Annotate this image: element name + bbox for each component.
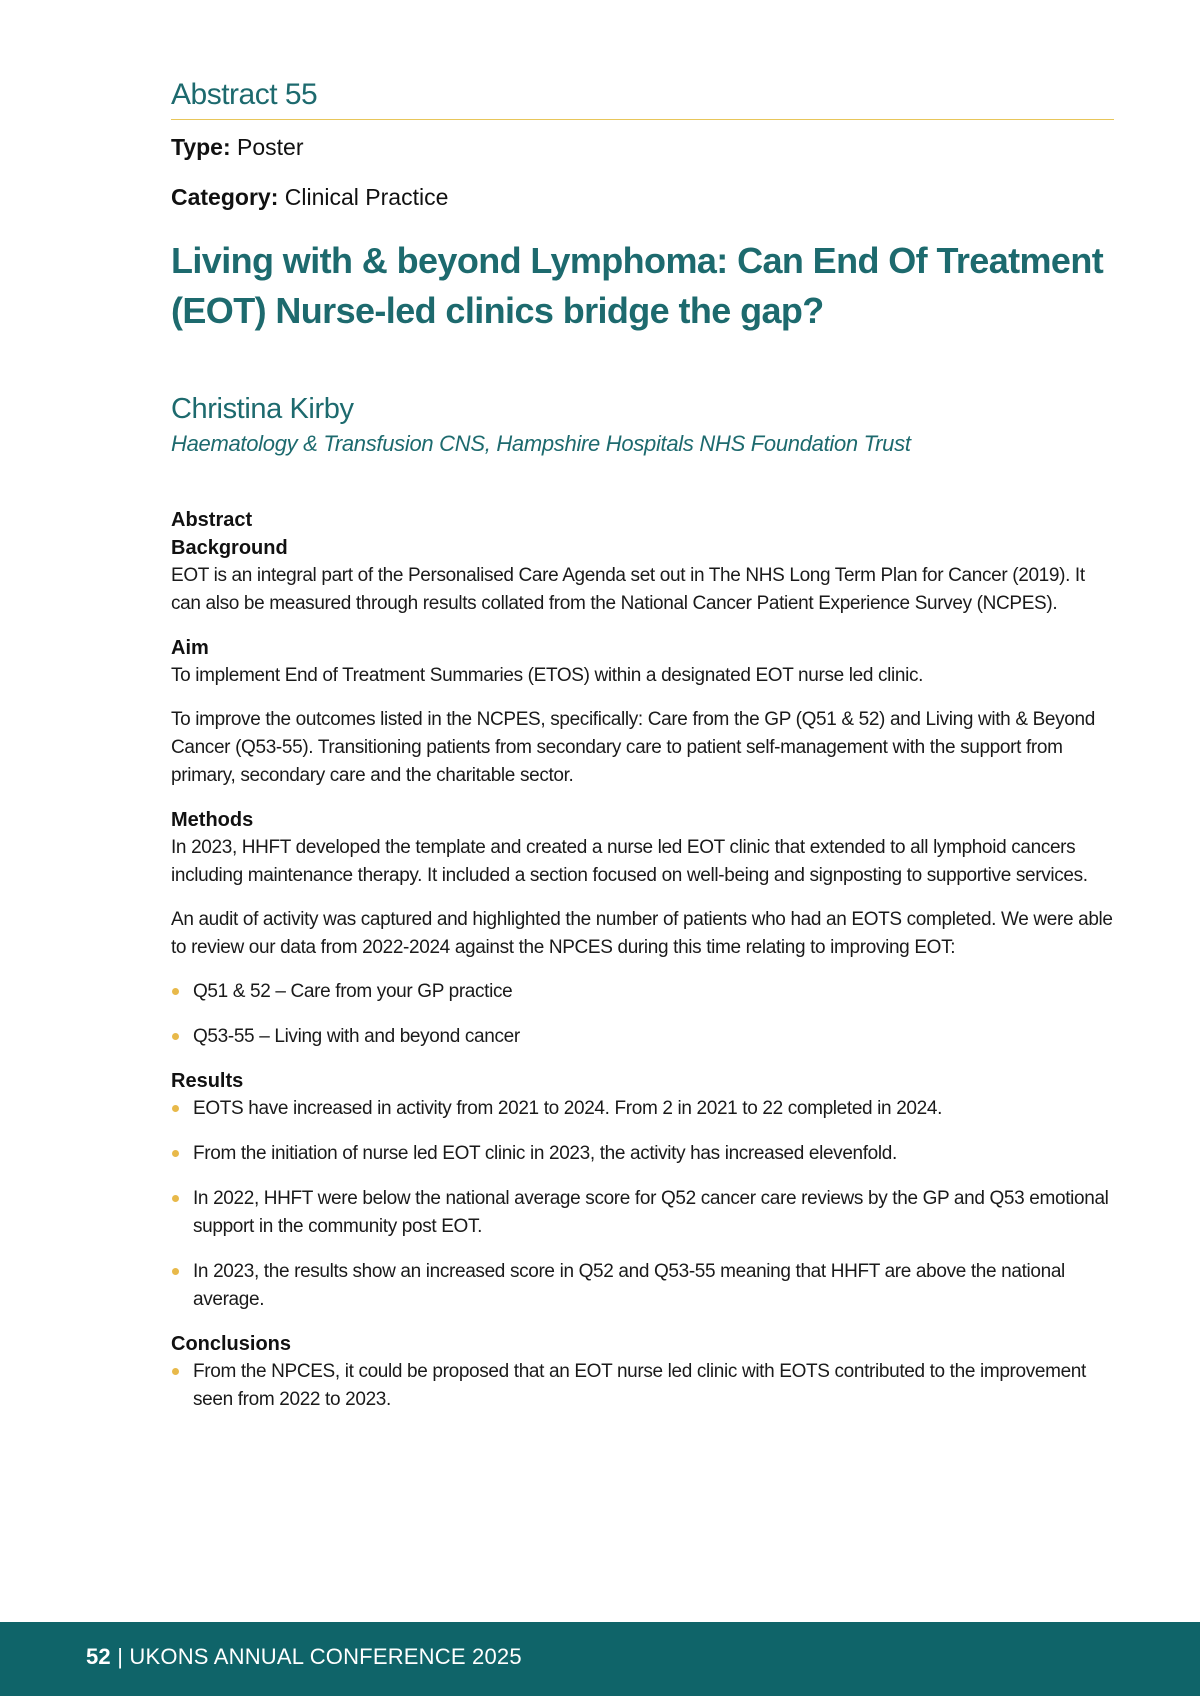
footer-separator: | <box>117 1644 124 1669</box>
abstract-body <box>171 506 1114 1414</box>
author-name: Christina Kirby <box>171 393 354 425</box>
page-footer <box>0 1622 1200 1696</box>
methods-text-1: In 2023, HHFT developed the template and created a nurse led EOT clinic that extended to all lymphoid cancers including maintenance therapy. It included a section focused on well-being and signposting to supportive services. <box>171 837 1088 886</box>
list-item: Q51 & 52 – Care from your GP practice <box>171 978 1114 1006</box>
bullet-icon <box>172 1033 179 1040</box>
category-label: Category: <box>171 184 279 210</box>
category-line <box>171 184 448 211</box>
methods-heading: Methods <box>171 809 254 831</box>
background-heading: Background <box>171 537 288 559</box>
type-value: Poster <box>237 134 304 160</box>
title-line-1: Living with & beyond Lymphoma: Can End Of Treatment <box>171 240 1104 281</box>
list-item: In 2022, HHFT were below the national average score for Q52 cancer care reviews by the GP and Q53 emotional support in the community post EOT. <box>171 1185 1114 1241</box>
bullet-icon <box>172 1195 179 1202</box>
methods-list <box>171 978 1114 1051</box>
list-item: Q53-55 – Living with and beyond cancer <box>171 1023 1114 1051</box>
bullet-icon <box>172 1368 179 1375</box>
category-value: Clinical Practice <box>284 184 449 210</box>
type-line <box>171 134 304 161</box>
aim-heading: Aim <box>171 637 209 659</box>
bullet-icon <box>172 988 179 995</box>
bullet-icon <box>172 1105 179 1112</box>
conference-name: UKONS ANNUAL CONFERENCE 2025 <box>129 1644 522 1669</box>
bullet-icon <box>172 1150 179 1157</box>
list-item: From the initiation of nurse led EOT clinic in 2023, the activity has increased elevenfold. <box>171 1140 1114 1168</box>
list-item: From the NPCES, it could be proposed that an EOT nurse led clinic with EOTS contributed to the improvement seen from 2022 to 2023. <box>171 1358 1114 1414</box>
results-list <box>171 1095 1114 1314</box>
results-heading: Results <box>171 1070 244 1092</box>
footer-text <box>86 1644 522 1670</box>
page-number: 52 <box>86 1644 111 1669</box>
conclusions-heading: Conclusions <box>171 1333 292 1355</box>
aim-text-1: To implement End of Treatment Summaries (ETOS) within a designated EOT nurse led clinic. <box>171 665 924 686</box>
title-line-2: (EOT) Nurse-led clinics bridge the gap? <box>171 290 824 331</box>
abstract-heading: Abstract <box>171 509 253 531</box>
list-item: In 2023, the results show an increased score in Q52 and Q53-55 meaning that HHFT are above the national average. <box>171 1258 1114 1314</box>
author-affiliation: Haematology & Transfusion CNS, Hampshire Hospitals NHS Foundation Trust <box>171 431 911 456</box>
list-item: EOTS have increased in activity from 2021 to 2024. From 2 in 2021 to 22 completed in 2024. <box>171 1095 1114 1123</box>
conclusions-list <box>171 1358 1114 1414</box>
background-text: EOT is an integral part of the Personalised Care Agenda set out in The NHS Long Term Plan for Cancer (2019). It can also be measured through results collated from the National Cancer Patient Experience Survey (NCPES). <box>171 565 1085 614</box>
abstract-title <box>171 236 1114 336</box>
header-divider <box>171 119 1114 120</box>
methods-text-2: An audit of activity was captured and highlighted the number of patients who had an EOTS completed. We were able to review our data from 2022-2024 against the NPCES during this time relating to improving EOT: <box>171 909 1113 958</box>
type-label: Type: <box>171 134 231 160</box>
abstract-number: Abstract 55 <box>171 78 318 111</box>
bullet-icon <box>172 1268 179 1275</box>
aim-text-2: To improve the outcomes listed in the NCPES, specifically: Care from the GP (Q51 & 52) and Living with & Beyond Cancer (Q53-55). Transitioning patients from secondary care to patient self-management with the support from primary, secondary care and the charitable sector. <box>171 709 1095 786</box>
